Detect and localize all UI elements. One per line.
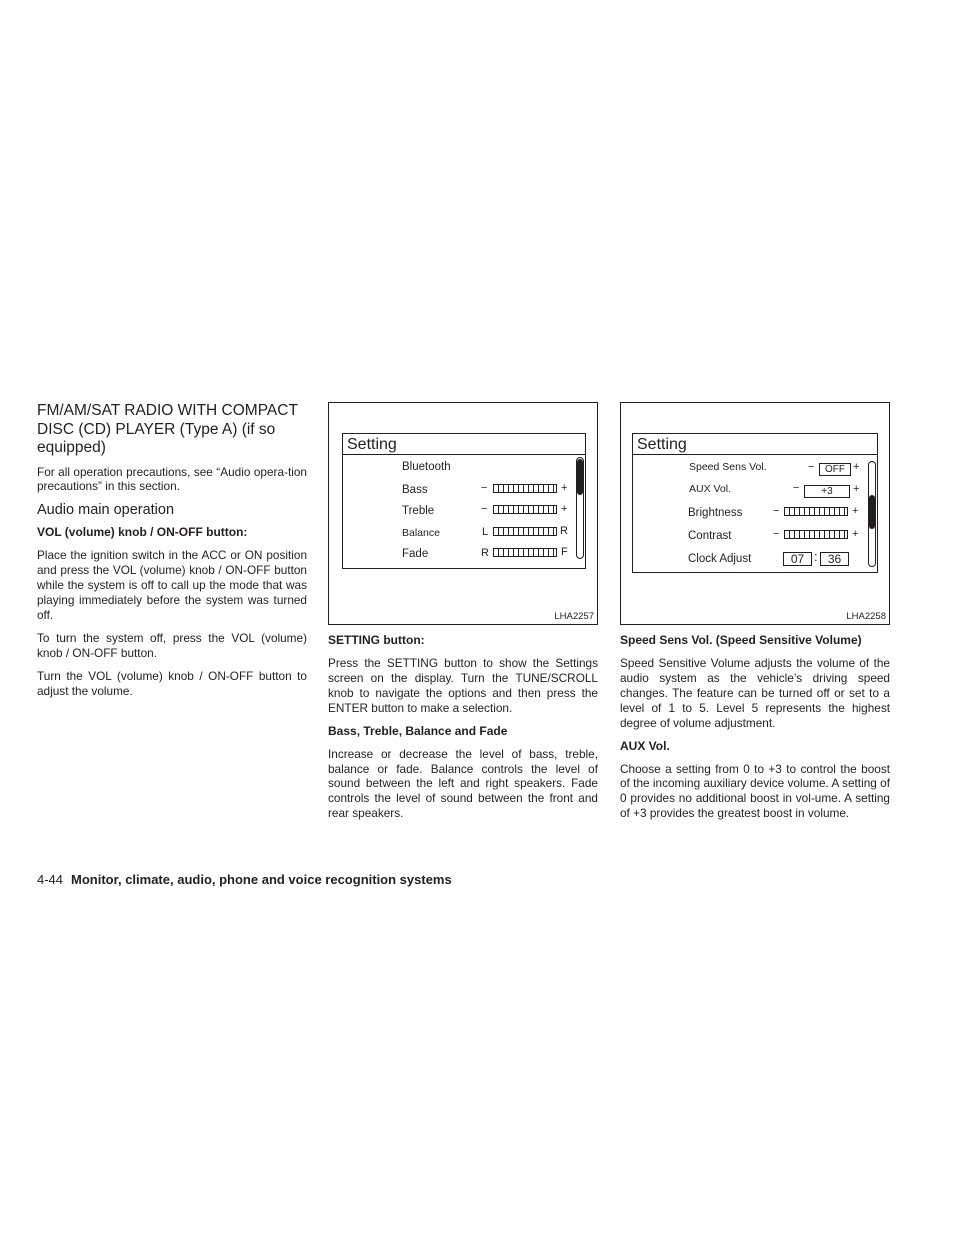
scrollbar-thumb[interactable] (577, 459, 583, 495)
menu-item-bass[interactable]: Bass (402, 484, 428, 496)
figure-setting-screen-2 (620, 402, 890, 625)
plus-icon: + (853, 483, 860, 495)
vol-knob-subheading: VOL (volume) knob / ON-OFF button: (37, 525, 248, 540)
menu-item-aux-vol[interactable]: AUX Vol. (689, 483, 732, 495)
paragraph: Place the ignition switch in the ACC or ON position and press the VOL (volume) knob / ON-OFF button while the system is off to call up the mode that was playing immediately before the system was turned off. (37, 548, 307, 622)
column-left (37, 402, 307, 706)
menu-item-balance[interactable]: Balance (402, 527, 440, 539)
plus-icon: + (561, 503, 568, 515)
contrast-level-bar[interactable] (784, 530, 848, 539)
title-divider (343, 454, 585, 455)
page-number: 4-44 (37, 872, 64, 887)
section-heading: FM/AM/SAT RADIO WITH COMPACT DISC (CD) PLAYER (Type A) (if so equipped) (37, 402, 298, 456)
scrollbar[interactable] (868, 461, 876, 567)
display-screen (632, 433, 878, 573)
paragraph: Choose a setting from 0 to +3 to control the boost of the incoming auxiliary device volume. A setting of 0 provides no additional boost in vol-ume. A setting of +3 provides the greatest boost in volume. (620, 761, 890, 821)
menu-item-contrast[interactable]: Contrast (688, 530, 732, 542)
menu-item-fade[interactable]: Fade (402, 548, 429, 560)
fade-level-bar[interactable] (493, 548, 557, 557)
minus-icon: − (481, 482, 488, 494)
menu-item-bluetooth[interactable]: Bluetooth (402, 461, 451, 473)
minus-icon: − (773, 528, 780, 540)
clock-colon: : (814, 549, 818, 564)
figure-code: LHA2257 (554, 611, 594, 622)
paragraph: Speed Sensitive Volume adjusts the volume of the audio system as the vehicle’s driving speed changes. The feature can be turned off or set to a level of 1 to 5. Level 5 represents the highest degree of volume adjustment. (620, 656, 890, 730)
intro-paragraph: For all operation precautions, see “Audio opera-tion precautions” in this section. (37, 464, 307, 494)
plus-icon: + (852, 528, 859, 540)
menu-item-speed-sens-vol[interactable]: Speed Sens Vol. (689, 461, 767, 473)
paragraph: Turn the VOL (volume) knob / ON-OFF button to adjust the volume. (37, 668, 307, 698)
brightness-level-bar[interactable] (784, 507, 848, 516)
plus-icon: + (561, 482, 568, 494)
bass-level-bar[interactable] (493, 484, 557, 493)
front-indicator: F (561, 546, 568, 558)
figure-code: LHA2258 (846, 611, 886, 622)
treble-level-bar[interactable] (493, 505, 557, 514)
screen-title: Setting (637, 436, 687, 453)
menu-item-clock-adjust[interactable]: Clock Adjust (688, 553, 752, 565)
paragraph: Increase or decrease the level of bass, treble, balance or fade. Balance controls the level of sound between the left and right speakers. Fade controls the level of sound between the front and rear speakers. (328, 746, 598, 821)
title-divider (633, 454, 877, 455)
plus-icon: + (853, 461, 860, 473)
rear-indicator: R (481, 547, 489, 559)
column-right (620, 402, 890, 829)
setting-button-subheading: SETTING button: (328, 633, 425, 647)
section-title: Audio main operation (37, 502, 175, 519)
figure-setting-screen-1 (328, 402, 598, 625)
display-screen (342, 433, 586, 569)
clock-minute-field[interactable]: 36 (820, 552, 849, 566)
minus-icon: − (481, 503, 488, 515)
minus-icon: − (773, 505, 780, 517)
minus-icon: − (793, 482, 800, 494)
paragraph: To turn the system off, press the VOL (volume) knob / ON-OFF button. (37, 630, 307, 660)
aux-vol-subheading: AUX Vol. (620, 738, 670, 753)
column-middle (328, 402, 598, 829)
speed-sens-value[interactable]: OFF (819, 463, 851, 476)
scrollbar-thumb[interactable] (869, 495, 875, 529)
left-indicator: L (482, 526, 489, 538)
menu-item-brightness[interactable]: Brightness (688, 507, 743, 519)
minus-icon: − (808, 461, 815, 473)
screen-title: Setting (347, 436, 397, 453)
chapter-title: Monitor, climate, audio, phone and voice recognition systems (71, 872, 452, 887)
clock-hour-field[interactable]: 07 (783, 552, 812, 566)
menu-item-treble[interactable]: Treble (402, 505, 435, 517)
right-indicator: R (560, 525, 568, 537)
paragraph: Press the SETTING button to show the Settings screen on the display. Turn the TUNE/SCROLL knob to navigate the options and then press the ENTER button to make a selection. (328, 656, 598, 715)
page-footer (37, 872, 452, 887)
aux-vol-value[interactable]: +3 (804, 485, 850, 498)
balance-level-bar[interactable] (493, 527, 557, 536)
speed-sens-subheading: Speed Sens Vol. (Speed Sensitive Volume) (620, 633, 862, 647)
bass-treble-subheading: Bass, Treble, Balance and Fade (328, 723, 508, 738)
plus-icon: + (852, 505, 859, 517)
scrollbar[interactable] (576, 457, 584, 559)
